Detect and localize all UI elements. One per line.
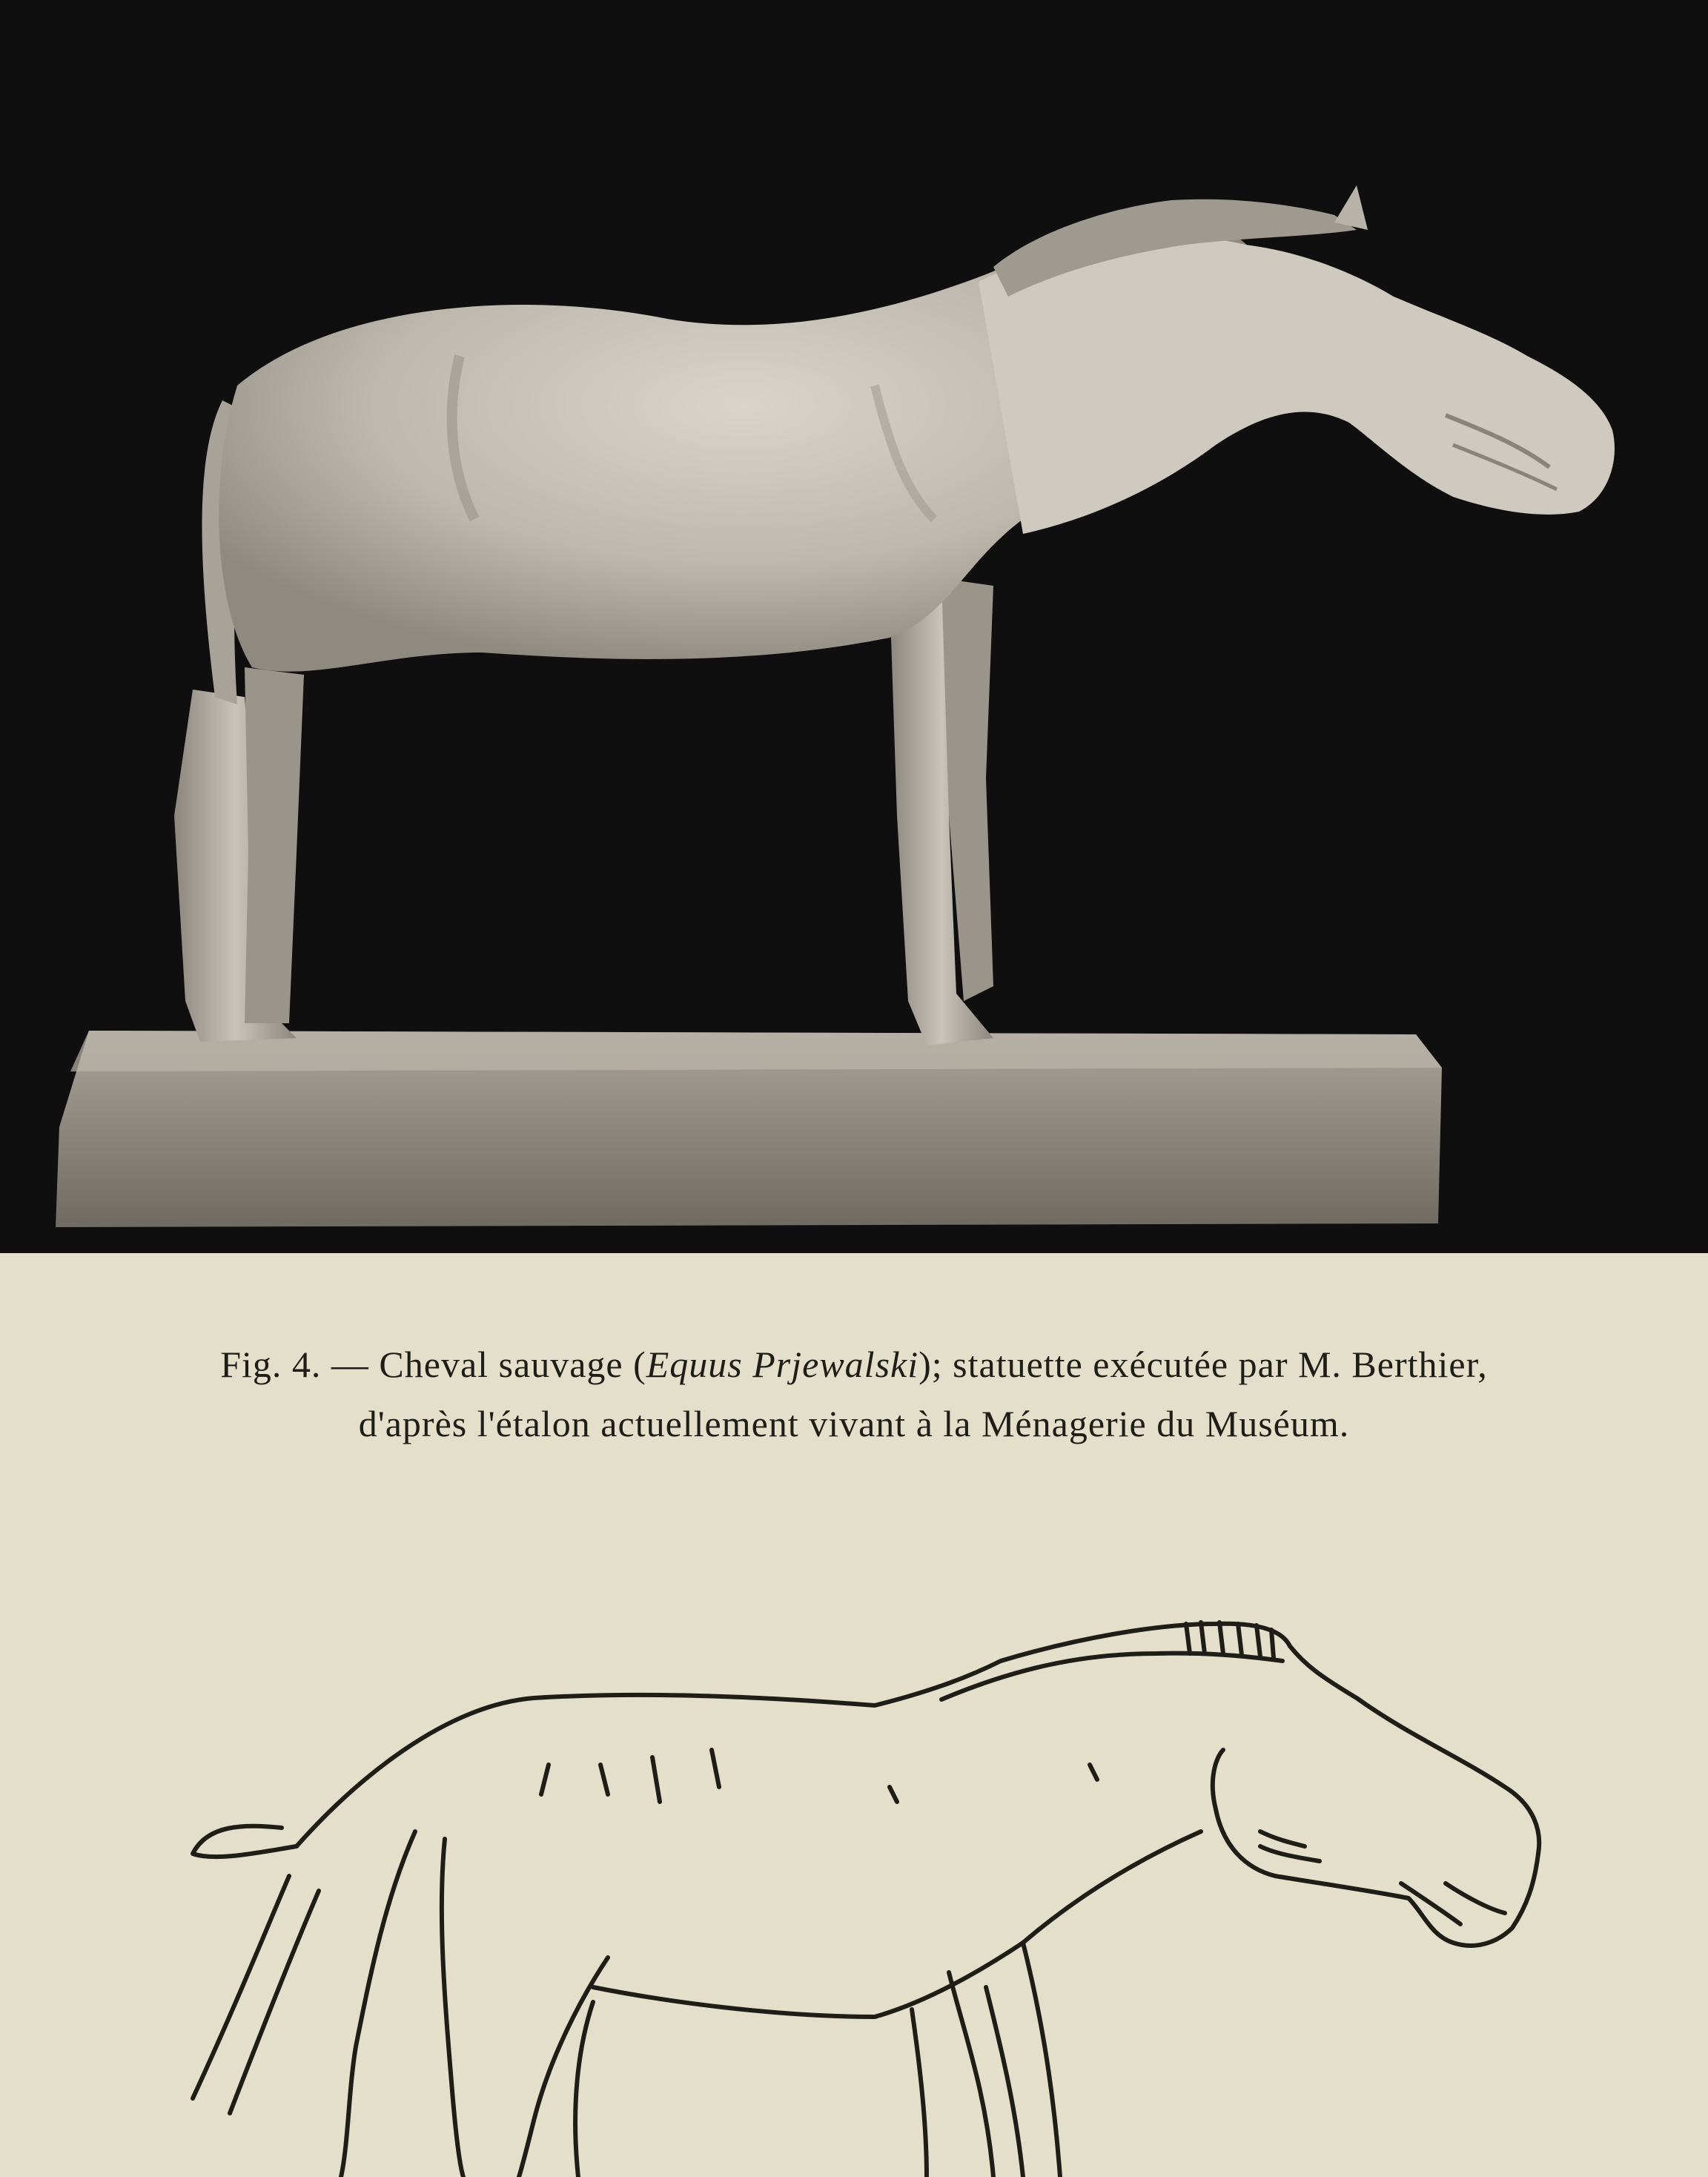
hind-leg-far — [245, 667, 304, 1023]
species-name: Equus Prjewalski — [646, 1344, 919, 1385]
hind-leg-outline — [341, 1831, 415, 2177]
back-outline — [297, 1624, 1539, 1854]
fore-leg-outline — [949, 1972, 993, 2177]
caption-line-1: Fig. 4. — Cheval sauvage (Equus Prjewalski); statuette exécutée par M. Berthier, — [220, 1344, 1488, 1385]
belly-outline — [593, 1831, 1201, 2017]
figure-caption — [0, 1335, 1708, 1453]
tail-outline — [193, 1826, 297, 1857]
horse-outline-drawing — [0, 1527, 1708, 2177]
cave-horse-engraving — [0, 1527, 1708, 2177]
neck-head — [979, 236, 1615, 534]
caption-line-2: d'après l'étalon actuellement vivant à la Ménagerie du Muséum. — [358, 1403, 1350, 1444]
ear — [1334, 185, 1368, 230]
